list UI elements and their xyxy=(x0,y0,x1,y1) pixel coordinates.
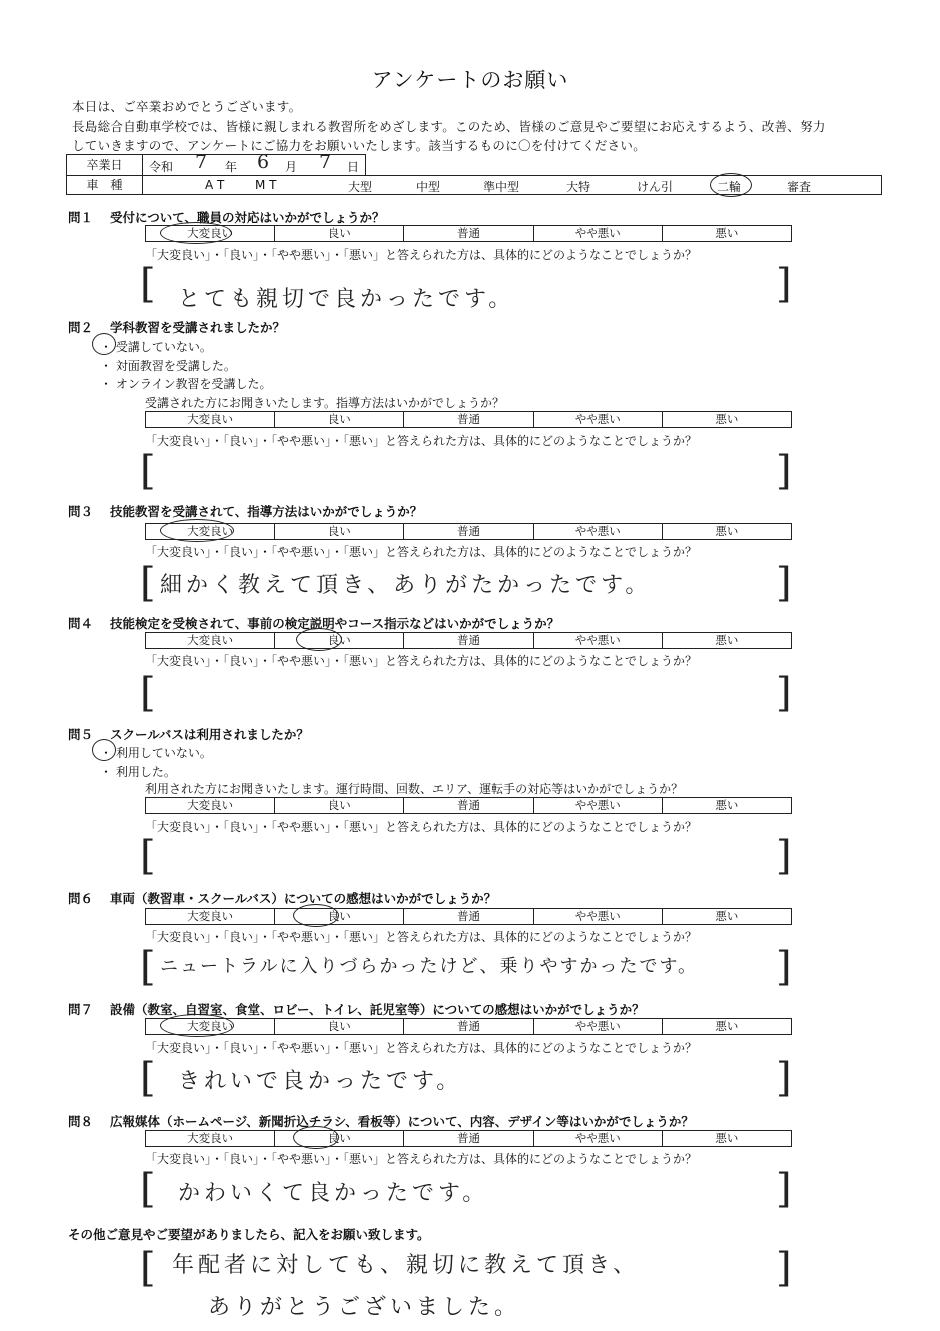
vehicle-type-row xyxy=(66,175,882,195)
q3-bracket-close: ] xyxy=(776,560,792,606)
q3-bracket-open: [ xyxy=(140,560,156,606)
q3-rating-excellent[interactable]: 大変良い xyxy=(187,524,234,538)
q4-rating-row xyxy=(145,632,792,649)
other-answer-line-2[interactable]: ありがとうございました。 xyxy=(208,1295,521,1320)
q8-rating-fair[interactable]: やや悪い xyxy=(533,1131,662,1146)
q8-rating-poor[interactable]: 悪い xyxy=(662,1131,791,1146)
q7-bracket-close: ] xyxy=(776,1055,792,1101)
q1-followup: 「大変良い」・「良い」・「やや悪い」・「悪い」と答えられた方は、具体的にどのようなことでしょうか？ xyxy=(145,248,698,262)
q5-rating-fair[interactable]: やや悪い xyxy=(533,798,662,813)
q1-answer[interactable]: とても親切で良かったです。 xyxy=(178,287,515,312)
q5-number: 問５ xyxy=(68,727,94,742)
q7-rating-fair[interactable]: やや悪い xyxy=(533,1019,662,1034)
q7-followup: 「大変良い」・「良い」・「やや悪い」・「悪い」と答えられた方は、具体的にどのようなことでしょうか？ xyxy=(145,1041,698,1055)
q5-text: スクールバスは利用されましたか？ xyxy=(110,727,309,742)
q6-bracket-close: ] xyxy=(776,944,792,990)
q3-answer[interactable]: 細かく教えて頂き、ありがたかったです。 xyxy=(160,573,652,598)
q6-rating-row xyxy=(145,908,792,925)
q2-option-online[interactable]: ・ オンライン教習を受講した。 xyxy=(100,377,272,391)
q1-selection-circle xyxy=(160,222,232,244)
q6-answer[interactable]: ニュートラルに入りづらかったけど、乗りやすかったです。 xyxy=(160,956,699,977)
q8-selection-circle xyxy=(293,1126,339,1149)
q6-bracket-open: [ xyxy=(140,944,156,990)
q4-rating-fair[interactable]: やや悪い xyxy=(533,633,662,648)
era-label: 令和 xyxy=(149,160,174,174)
q2-bracket-open: [ xyxy=(140,448,156,494)
q8-rating-excellent[interactable]: 大変良い xyxy=(187,1131,234,1145)
q3-selection-circle xyxy=(160,519,234,542)
q2-option-none-label: 受講していない。 xyxy=(115,340,212,354)
q2-rating-excellent[interactable]: 大変良い xyxy=(187,412,234,426)
q8-number: 問８ xyxy=(68,1114,94,1129)
q7-number: 問７ xyxy=(68,1002,94,1017)
intro-line-1: 本日は、ご卒業おめでとうございます。 xyxy=(72,99,302,114)
q2-followup: 「大変良い」・「良い」・「やや悪い」・「悪い」と答えられた方は、具体的にどのようなことでしょうか？ xyxy=(145,434,698,448)
q2-subquestion: 受講された方にお聞きいたします。指導方法はいかがでしょうか？ xyxy=(145,396,505,410)
q7-rating-excellent[interactable]: 大変良い xyxy=(187,1019,234,1033)
other-heading: その他ご意見やご要望がありましたら、記入をお願い致します。 xyxy=(68,1227,430,1242)
q2-rating-poor[interactable]: 悪い xyxy=(662,412,791,427)
q2-option-inperson-label: 対面教習を受講した。 xyxy=(115,359,236,373)
q6-heading xyxy=(68,889,496,907)
q1-rating-row xyxy=(145,225,792,242)
q2-number: 問２ xyxy=(68,320,94,335)
q8-answer[interactable]: かわいくて良かったです。 xyxy=(178,1181,489,1206)
other-bracket-open: [ xyxy=(140,1245,156,1291)
q4-rating-good[interactable]: 良い xyxy=(274,633,403,648)
q4-rating-excellent[interactable]: 大変良い xyxy=(187,633,234,647)
graduation-date-row xyxy=(66,151,366,176)
vehicle-option-large[interactable]: 大型 xyxy=(348,180,373,194)
q5-followup: 「大変良い」・「良い」・「やや悪い」・「悪い」と答えられた方は、具体的にどのようなことでしょうか？ xyxy=(145,820,698,834)
q3-rating-poor[interactable]: 悪い xyxy=(662,524,791,539)
q3-rating-row xyxy=(145,523,792,540)
graduation-label: 卒業日 xyxy=(67,155,143,175)
selection-circle xyxy=(710,173,752,197)
q2-rating-good[interactable]: 良い xyxy=(274,412,403,427)
vehicle-option-at[interactable]: A T xyxy=(205,178,225,192)
q8-heading xyxy=(68,1112,694,1130)
q2-option-none[interactable]: ・ 受講していない。 xyxy=(100,340,212,354)
q2-selection-circle xyxy=(92,333,116,355)
q2-rating-average[interactable]: 普通 xyxy=(403,412,532,427)
q4-followup: 「大変良い」・「良い」・「やや悪い」・「悪い」と答えられた方は、具体的にどのようなことでしょうか？ xyxy=(145,654,698,668)
q4-number: 問４ xyxy=(68,616,94,631)
q5-bracket-open: [ xyxy=(140,833,156,879)
q5-rating-row xyxy=(145,797,792,814)
q1-text: 受付について、職員の対応はいかがでしょうか？ xyxy=(110,210,385,225)
q2-rating-fair[interactable]: やや悪い xyxy=(533,412,662,427)
intro-line-2: 長島総合自動車学校では、皆様に親しまれる教習所をめざします。このため、皆様のご意見やご要望にお応えするよう、改善、努力 xyxy=(72,119,826,134)
day-unit: 日 xyxy=(347,160,360,174)
q3-followup: 「大変良い」・「良い」・「やや悪い」・「悪い」と答えられた方は、具体的にどのようなことでしょうか？ xyxy=(145,545,698,559)
q4-bracket-close: ] xyxy=(776,670,792,716)
q1-rating-average[interactable]: 普通 xyxy=(403,226,532,241)
q5-selection-circle xyxy=(92,739,116,761)
q1-rating-good[interactable]: 良い xyxy=(274,226,403,241)
q7-answer[interactable]: きれいで良かったです。 xyxy=(178,1069,463,1094)
vehicle-option-mt[interactable]: M T xyxy=(255,178,277,192)
q7-text: 設備（教室、自習室、食堂、ロビー、トイレ、託児室等）についての感想はいかがでしょうか？ xyxy=(110,1002,645,1017)
q1-heading xyxy=(68,208,385,226)
q3-heading xyxy=(68,502,422,520)
q4-rating-poor[interactable]: 悪い xyxy=(662,633,791,648)
vehicle-option-medium[interactable]: 中型 xyxy=(416,180,441,194)
q6-rating-fair[interactable]: やや悪い xyxy=(533,909,662,924)
q5-bracket-close: ] xyxy=(776,833,792,879)
q1-rating-fair[interactable]: やや悪い xyxy=(533,226,662,241)
q6-rating-excellent[interactable]: 大変良い xyxy=(187,909,234,923)
q2-bracket-close: ] xyxy=(776,448,792,494)
q8-rating-row xyxy=(145,1130,792,1147)
q5-option-not-used[interactable]: ・ 利用していない。 xyxy=(100,746,212,760)
q7-rating-average[interactable]: 普通 xyxy=(403,1019,532,1034)
q5-rating-poor[interactable]: 悪い xyxy=(662,798,791,813)
q6-selection-circle xyxy=(293,904,339,927)
q7-selection-circle xyxy=(160,1014,234,1037)
q5-rating-average[interactable]: 普通 xyxy=(403,798,532,813)
q2-rating-row xyxy=(145,411,792,428)
q4-rating-average[interactable]: 普通 xyxy=(403,633,532,648)
q2-option-inperson[interactable]: ・ 対面教習を受講した。 xyxy=(100,359,236,373)
q7-rating-good[interactable]: 良い xyxy=(274,1019,403,1034)
month-value[interactable]: 6 xyxy=(257,151,274,173)
vehicle-option-exam[interactable]: 審査 xyxy=(787,180,812,194)
q6-rating-good[interactable]: 良い xyxy=(274,909,403,924)
intro-line-3: していきますので、アンケートにご協力をお願いいたします。該当するものに〇を付けてください。 xyxy=(72,138,647,153)
q6-followup: 「大変良い」・「良い」・「やや悪い」・「悪い」と答えられた方は、具体的にどのようなことでしょうか？ xyxy=(145,930,698,944)
q1-bracket-close: ] xyxy=(776,261,792,307)
q4-selection-circle xyxy=(296,628,342,651)
q3-rating-average[interactable]: 普通 xyxy=(403,524,532,539)
q8-followup: 「大変良い」・「良い」・「やや悪い」・「悪い」と答えられた方は、具体的にどのようなことでしょうか？ xyxy=(145,1152,698,1166)
q3-number: 問３ xyxy=(68,504,94,519)
q8-bracket-open: [ xyxy=(140,1166,156,1212)
q8-rating-average[interactable]: 普通 xyxy=(403,1131,532,1146)
q5-option-used[interactable]: ・ 利用した。 xyxy=(100,765,176,779)
q5-option-used-label: 利用した。 xyxy=(115,765,176,779)
year-unit: 年 xyxy=(225,160,238,174)
page-title: アンケートのお願い xyxy=(371,68,569,92)
vehicle-label: 車 種 xyxy=(67,176,143,194)
vehicle-option-motorcycle[interactable]: 二輪 xyxy=(717,180,742,194)
vehicle-option-semi-medium[interactable]: 準中型 xyxy=(483,180,520,194)
q6-rating-poor[interactable]: 悪い xyxy=(662,909,791,924)
q6-rating-average[interactable]: 普通 xyxy=(403,909,532,924)
year-value[interactable]: 7 xyxy=(195,151,212,173)
q8-text: 広報媒体（ホームページ、新聞折込チラシ、看板等）について、内容、デザイン等はいかがでしょうか？ xyxy=(110,1114,694,1129)
q8-rating-good[interactable]: 良い xyxy=(274,1131,403,1146)
other-answer-line-1[interactable]: 年配者に対しても、親切に教えて頂き、 xyxy=(172,1253,640,1278)
q5-rating-excellent[interactable]: 大変良い xyxy=(187,798,234,812)
q6-number: 問６ xyxy=(68,891,94,906)
q2-text: 学科教習を受講されましたか？ xyxy=(110,320,286,335)
q2-option-online-label: オンライン教習を受講した。 xyxy=(115,377,272,391)
q4-text: 技能検定を受検されて、事前の検定説明やコース指示などはいかがでしょうか？ xyxy=(110,616,560,631)
q7-rating-row xyxy=(145,1018,792,1035)
day-value[interactable]: 7 xyxy=(319,151,336,173)
q1-number: 問１ xyxy=(68,210,94,225)
q5-rating-good[interactable]: 良い xyxy=(274,798,403,813)
q5-option-not-used-label: 利用していない。 xyxy=(115,746,212,760)
vehicle-option-special[interactable]: 大特 xyxy=(566,180,591,194)
q3-text: 技能教習を受講されて、指導方法はいかがでしょうか？ xyxy=(110,504,423,519)
q1-bracket-open: [ xyxy=(140,261,156,307)
q8-bracket-close: ] xyxy=(776,1166,792,1212)
q7-rating-poor[interactable]: 悪い xyxy=(662,1019,791,1034)
vehicle-option-tow[interactable]: けん引 xyxy=(637,180,674,194)
q1-rating-poor[interactable]: 悪い xyxy=(662,226,791,241)
q6-text: 車両（教習車・スクールバス）についての感想はいかがでしょうか？ xyxy=(110,891,497,906)
q4-bracket-open: [ xyxy=(140,670,156,716)
q7-heading xyxy=(68,1000,645,1018)
q7-bracket-open: [ xyxy=(140,1055,156,1101)
q3-rating-good[interactable]: 良い xyxy=(274,524,403,539)
q3-rating-fair[interactable]: やや悪い xyxy=(533,524,662,539)
q1-rating-excellent[interactable]: 大変良い xyxy=(187,226,234,240)
month-unit: 月 xyxy=(285,160,298,174)
q5-subquestion: 利用された方にお聞きいたします。運行時間、回数、エリア、運転手の対応等はいかがでしょうか？ xyxy=(145,782,684,796)
other-bracket-close: ] xyxy=(776,1245,792,1291)
